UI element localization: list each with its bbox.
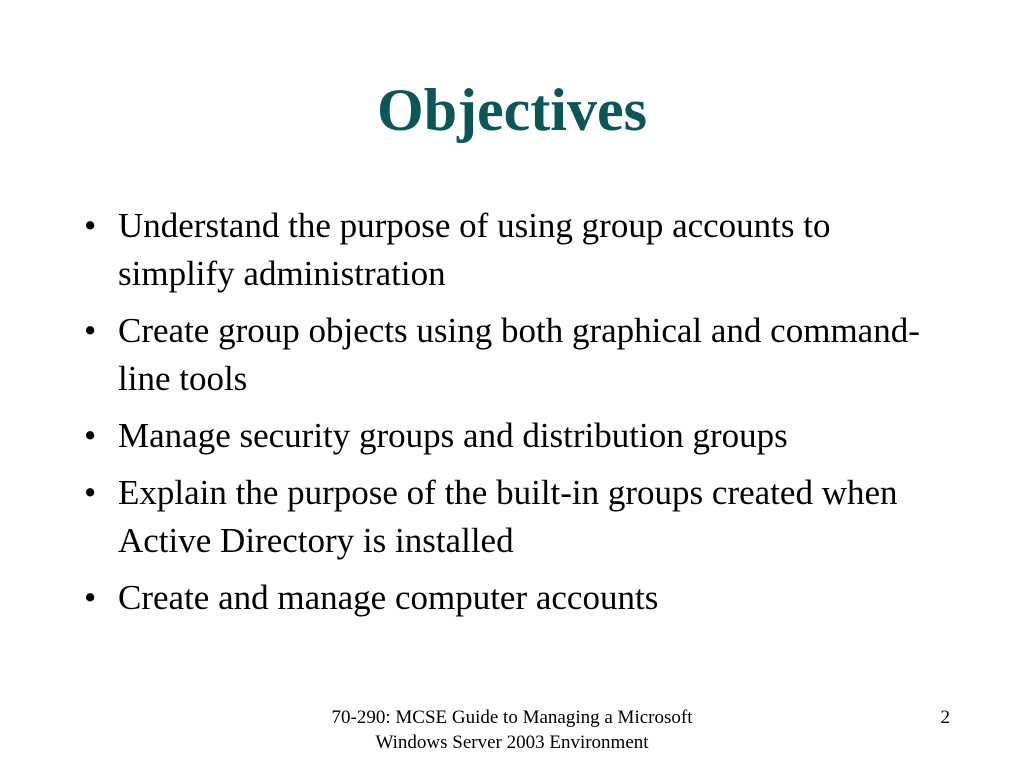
bullet-icon: • [84, 311, 97, 350]
bullet-icon: • [84, 416, 97, 455]
bullet-item [72, 412, 952, 460]
bullet-item [72, 202, 952, 298]
bullet-icon: • [84, 578, 97, 617]
bullet-icon: • [84, 206, 97, 245]
bullet-text: Manage security groups and distribution groups [118, 416, 788, 455]
objectives-list [72, 202, 952, 631]
bullet-text: Create group objects using both graphical and command-line tools [118, 311, 920, 398]
bullet-item [72, 574, 952, 622]
slide-footer [292, 705, 732, 755]
bullet-item [72, 469, 952, 565]
bullet-item [72, 307, 952, 403]
bullet-text: Explain the purpose of the built-in groups created when Active Directory is installed [118, 473, 898, 560]
bullet-text: Create and manage computer accounts [118, 578, 659, 617]
slide-title: Objectives [377, 77, 647, 143]
page-number: 2 [940, 707, 950, 728]
bullet-icon: • [84, 473, 97, 512]
footer-line-2: Windows Server 2003 Environment [375, 732, 649, 753]
bullet-text: Understand the purpose of using group accounts to simplify administration [118, 206, 831, 293]
footer-line-1: 70-290: MCSE Guide to Managing a Microsoft [331, 707, 693, 728]
